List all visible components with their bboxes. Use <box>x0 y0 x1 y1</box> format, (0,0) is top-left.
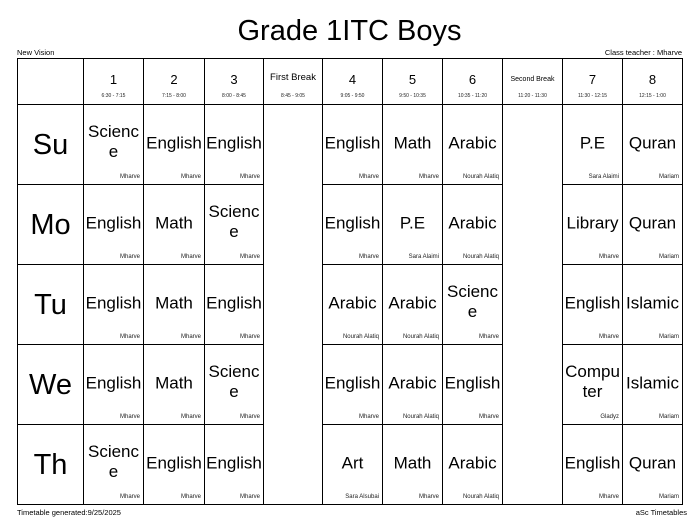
teacher-name: Nourah Alatiq <box>462 174 499 180</box>
lesson-cell <box>563 345 623 425</box>
teacher-name: Mharve <box>418 174 439 180</box>
teacher-name: Mharve <box>180 174 201 180</box>
period-time: 11:20 - 11:30 <box>518 93 547 99</box>
period-header-cell <box>84 59 144 105</box>
teacher-name: Sara Alaimi <box>588 174 619 180</box>
lesson-cell <box>84 345 144 425</box>
subject-name: English <box>85 212 142 232</box>
lesson-cell <box>84 265 144 345</box>
corner-cell <box>18 59 84 105</box>
lesson-cell <box>205 265 264 345</box>
teacher-name: Mharve <box>239 174 260 180</box>
period-number: 1 <box>109 72 118 87</box>
subject-name: Math <box>155 212 193 232</box>
subject-name: English <box>324 372 381 392</box>
teacher-name: Mharve <box>239 254 260 260</box>
teacher-name: Mharve <box>418 494 439 500</box>
subject-name: English <box>85 292 142 312</box>
generated-date: Timetable generated:9/25/2025 <box>17 508 121 517</box>
day-name: Th <box>33 448 68 481</box>
subject-name: English <box>444 372 501 392</box>
subject-name: Quran <box>628 452 677 472</box>
subject-name: Science <box>208 361 260 401</box>
day-row <box>18 425 683 505</box>
period-header-cell <box>563 59 623 105</box>
period-time: 11:30 - 12:15 <box>577 93 608 99</box>
teacher-name: Mharve <box>119 494 140 500</box>
period-number: 3 <box>230 72 238 87</box>
break-name: First Break <box>270 72 316 83</box>
subject-name: Islamic <box>626 372 679 392</box>
teacher-name: Mharve <box>119 414 140 420</box>
lesson-cell <box>383 345 443 425</box>
lesson-cell <box>623 345 683 425</box>
subject-name: English <box>206 452 262 472</box>
subject-name: Math <box>155 292 193 312</box>
period-header-cell <box>383 59 443 105</box>
header-row <box>18 59 683 105</box>
lesson-cell <box>623 185 683 265</box>
day-name: Su <box>32 128 69 161</box>
teacher-name: Mharve <box>119 254 140 260</box>
lesson-cell <box>205 425 264 505</box>
teacher-name: Mharve <box>119 174 140 180</box>
lesson-cell <box>623 265 683 345</box>
lesson-cell <box>84 185 144 265</box>
subject-name: P.E <box>399 212 426 232</box>
subject-name: Arabic <box>448 452 497 472</box>
lesson-cell <box>563 185 623 265</box>
period-header-cell <box>443 59 503 105</box>
period-time: 7:15 - 8:00 <box>162 93 186 99</box>
subject-name: Quran <box>628 132 677 152</box>
subject-name: Arabic <box>388 292 437 312</box>
lesson-cell <box>144 345 205 425</box>
school-name: New Vision <box>17 48 55 57</box>
subject-name: English <box>324 212 381 232</box>
lesson-cell <box>323 105 383 185</box>
page-title: Grade 1ITC Boys <box>237 15 462 47</box>
day-name: We <box>29 368 72 401</box>
teacher-name: Mharve <box>239 334 260 340</box>
subject-name: Science <box>208 201 260 241</box>
subject-name: Arabic <box>388 372 437 392</box>
lesson-cell <box>443 105 503 185</box>
lesson-cell <box>443 425 503 505</box>
teacher-name: Mharve <box>180 334 201 340</box>
teacher-name: Mariam <box>658 414 679 420</box>
lesson-cell <box>144 265 205 345</box>
period-number: 6 <box>468 72 477 87</box>
subject-name: Science <box>446 281 499 321</box>
lesson-cell <box>443 345 503 425</box>
subject-name: English <box>324 132 381 152</box>
teacher-name: Mharve <box>478 414 499 420</box>
period-time: 6:30 - 7:15 <box>101 93 126 99</box>
lesson-cell <box>443 265 503 345</box>
subject-name: English <box>206 132 262 152</box>
subject-name: English <box>85 372 142 392</box>
period-number: 4 <box>348 72 357 87</box>
day-cell <box>18 345 84 425</box>
lesson-cell <box>563 105 623 185</box>
subject-name: Science <box>87 441 140 481</box>
subject-name: English <box>206 292 262 312</box>
day-row <box>18 345 683 425</box>
teacher-name: Mharve <box>598 254 619 260</box>
subject-name: Quran <box>628 212 677 232</box>
period-number: 5 <box>408 72 417 87</box>
teacher-name: Mharve <box>598 334 619 340</box>
lesson-cell <box>205 345 264 425</box>
period-number: 2 <box>170 72 178 87</box>
lesson-cell <box>623 105 683 185</box>
lesson-cell <box>323 265 383 345</box>
subject-name: English <box>146 452 202 472</box>
subject-name: English <box>564 452 621 472</box>
teacher-name: Mharve <box>358 174 379 180</box>
lesson-cell <box>323 345 383 425</box>
lesson-cell <box>383 105 443 185</box>
break-name: Second Break <box>510 76 555 83</box>
teacher-name: Mharve <box>358 414 379 420</box>
lesson-cell <box>205 105 264 185</box>
teacher-name: Mariam <box>658 174 679 180</box>
period-header-cell <box>623 59 683 105</box>
lesson-cell <box>563 265 623 345</box>
teacher-name: Mharve <box>180 494 201 500</box>
lesson-cell <box>623 425 683 505</box>
period-time: 12:15 - 1:00 <box>639 93 666 99</box>
teacher-name: Mharve <box>358 254 379 260</box>
day-cell <box>18 185 84 265</box>
period-time: 8:45 - 9:05 <box>281 93 305 99</box>
period-header-cell <box>144 59 205 105</box>
day-row <box>18 265 683 345</box>
subject-name: Art <box>341 452 364 472</box>
lesson-cell <box>84 105 144 185</box>
teacher-name: Nourah Alatiq <box>462 494 499 500</box>
period-number: 7 <box>588 72 597 87</box>
teacher-name: Sara Alsubai <box>345 494 379 500</box>
subject-name: P.E <box>579 132 606 152</box>
period-time: 8:00 - 8:45 <box>222 93 246 99</box>
subject-name: Arabic <box>328 292 377 312</box>
teacher-name: Sara Alaimi <box>408 254 439 260</box>
subject-name: Arabic <box>448 212 497 232</box>
teacher-name: Mharve <box>478 334 499 340</box>
subject-name: Math <box>393 132 432 152</box>
period-header-cell <box>205 59 264 105</box>
class-teacher: Class teacher : Mharve <box>604 48 682 57</box>
subject-name: English <box>146 132 202 152</box>
lesson-cell <box>144 185 205 265</box>
day-name: Mo <box>30 208 71 241</box>
teacher-name: Gladyz <box>600 414 619 420</box>
period-time: 9:50 - 10:35 <box>399 93 426 99</box>
lesson-cell <box>383 265 443 345</box>
subject-name: Science <box>87 121 140 161</box>
day-row <box>18 185 683 265</box>
timetable <box>17 58 683 505</box>
lesson-cell <box>383 425 443 505</box>
period-time: 10:35 - 11:20 <box>457 93 488 99</box>
subject-name: Math <box>155 372 193 392</box>
teacher-name: Mharve <box>239 494 260 500</box>
teacher-name: Nourah Alatiq <box>402 334 439 340</box>
day-name: Tu <box>34 288 67 321</box>
period-header-cell <box>323 59 383 105</box>
break-header-cell <box>264 59 323 105</box>
subject-name: Islamic <box>626 292 679 312</box>
break-header-cell <box>503 59 563 105</box>
subject-name: Computer <box>565 361 620 401</box>
teacher-name: Mariam <box>658 334 679 340</box>
teacher-name: Nourah Alatiq <box>342 334 379 340</box>
day-cell <box>18 265 84 345</box>
period-number: 8 <box>648 72 657 87</box>
lesson-cell <box>84 425 144 505</box>
day-cell <box>18 425 84 505</box>
lesson-cell <box>383 185 443 265</box>
teacher-name: Nourah Alatiq <box>462 254 499 260</box>
teacher-name: Nourah Alatiq <box>402 414 439 420</box>
teacher-name: Mharve <box>239 414 260 420</box>
teacher-name: Mariam <box>658 494 679 500</box>
subject-name: Library <box>566 212 619 232</box>
period-time: 9:05 - 9:50 <box>340 93 365 99</box>
lesson-cell <box>323 425 383 505</box>
break-cell <box>264 105 323 505</box>
teacher-name: Mharve <box>119 334 140 340</box>
subject-name: Arabic <box>448 132 497 152</box>
subject-name: English <box>564 292 621 312</box>
lesson-cell <box>205 185 264 265</box>
lesson-cell <box>144 105 205 185</box>
subject-name: Math <box>393 452 432 472</box>
teacher-name: Mharve <box>598 494 619 500</box>
lesson-cell <box>144 425 205 505</box>
teacher-name: Mharve <box>180 254 201 260</box>
lesson-cell <box>323 185 383 265</box>
break-cell <box>503 105 563 505</box>
vendor-credit: aSc Timetables <box>635 508 687 517</box>
lesson-cell <box>443 185 503 265</box>
day-cell <box>18 105 84 185</box>
teacher-name: Mharve <box>180 414 201 420</box>
teacher-name: Mariam <box>658 254 679 260</box>
day-row <box>18 105 683 185</box>
lesson-cell <box>563 425 623 505</box>
